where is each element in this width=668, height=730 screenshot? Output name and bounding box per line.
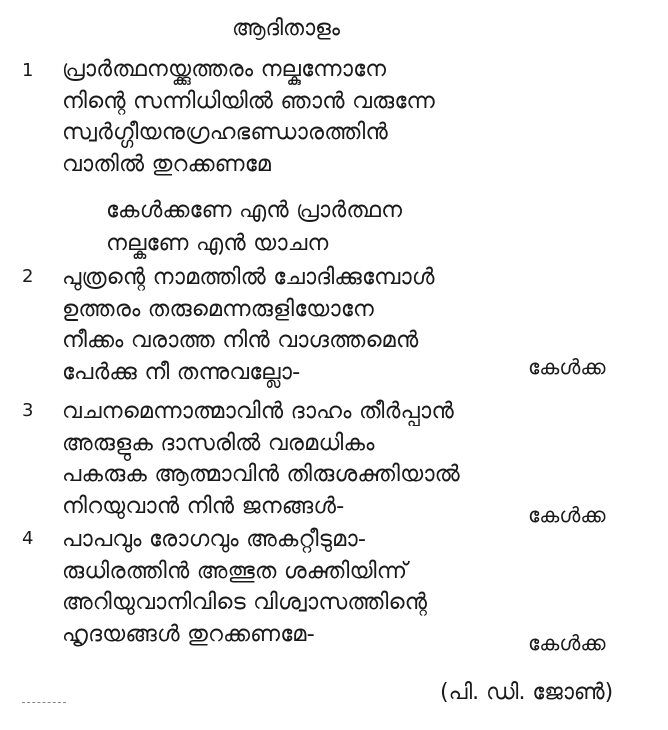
verse-line: നിന്റെ സന്നിധിയിൽ ഞാൻ വരുന്നേ xyxy=(62,87,435,114)
verse-line: അരുളുക ദാസരിൽ വരമധികം xyxy=(62,429,375,456)
stanza-number: 2 xyxy=(22,266,34,287)
verse-line: രുധിരത്തിൻ അത്ഭുത ശക്തിയിന്ന് xyxy=(62,557,408,584)
verse-line: പകരുക ആത്മാവിൻ തിരുശക്തിയാൽ xyxy=(62,461,460,487)
chorus xyxy=(106,194,402,260)
chorus-line: കേൾക്കണേ എൻ പ്രാർത്ഥന xyxy=(106,197,403,223)
verse-line: പ്രാർത്ഥനയ്ക്കുത്തരം നല്കുന്നോനേ xyxy=(62,56,387,82)
stanza-lines xyxy=(62,524,427,650)
refrain-cue: കേൾക്ക xyxy=(528,631,606,655)
chorus-line: നല്കണേ എൻ യാചന xyxy=(106,230,329,256)
verse-line: നിറയുവാൻ നിൻ ജനങ്ങൾ- xyxy=(62,492,345,519)
verse-line: ഹൃദയങ്ങൾ തുറക്കണമേ- xyxy=(62,620,315,647)
page-divider xyxy=(22,702,66,703)
author-credit: (പി. ഡി. ജോൺ) xyxy=(440,680,614,705)
stanza-lines xyxy=(62,396,460,522)
stanza-lines xyxy=(62,262,435,388)
stanza-number: 3 xyxy=(22,400,34,421)
stanza-number: 4 xyxy=(22,528,34,549)
verse-line: അറിയുവാനിവിടെ വിശ്വാസത്തിന്റെ xyxy=(62,589,428,615)
raga-title: ആദിതാളം xyxy=(232,16,341,41)
refrain-cue: കേൾക്ക xyxy=(528,355,606,379)
refrain-cue: കേൾക്ക xyxy=(528,503,606,527)
stanza-number: 1 xyxy=(22,60,34,81)
verse-line: ഉത്തരം തരുമെന്നരുളിയോനേ xyxy=(62,295,374,322)
verse-line: നീക്കം വരാത്ത നിൻ വാഗ്ദത്തമെൻ xyxy=(62,327,419,353)
verse-line: വാതിൽ തുറക്കണമേ xyxy=(62,150,272,177)
verse-line: സ്വർഗ്ഗീയനുഗ്രഹഭണ്ഡാരത്തിൻ xyxy=(62,119,388,145)
verse-line: പാപവും രോഗവും അകറ്റീടുമാ- xyxy=(62,526,367,552)
verse-line: പേർക്കു നീ തന്നുവല്ലോ- xyxy=(62,358,301,385)
verse-line: വചനമെന്നാത്മാവിൻ ദാഹം തീർപ്പാൻ xyxy=(62,398,454,424)
stanza-lines xyxy=(62,54,435,180)
verse-line: പുത്രന്റെ നാമത്തിൽ ചോദിക്കുമ്പോൾ xyxy=(62,264,435,290)
